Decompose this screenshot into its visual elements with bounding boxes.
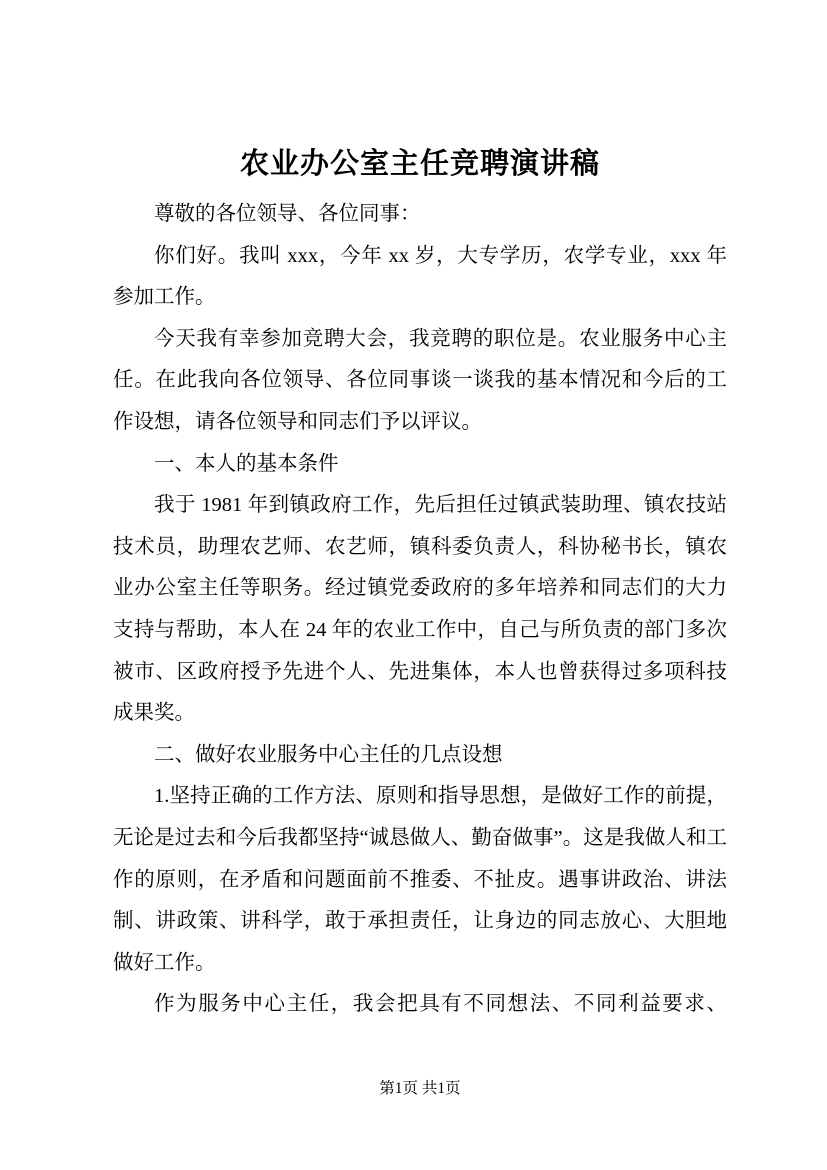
paragraph-salutation: 尊敬的各位领导、各位同事： — [154, 203, 421, 225]
paragraph-heading: 一、本人的基本条件 — [154, 452, 339, 475]
paragraph-heading: 二、做好农业服务中心主任的几点设想 — [154, 743, 503, 766]
paragraph-body: 1.坚持正确的工作方法、原则和指导思想，是做好工作的前提，无论是过去和今后我都坚持“诚恳做人、勤奋做事”。这是我做人和工作的原则，在矛盾和问题面前不推委、不扯皮。遇事讲政治、讲法制、讲政策、讲科学，敢于承担责任，让身边的同志放心、大胆地做好工作。 — [113, 785, 727, 974]
page-footer — [113, 1078, 727, 1100]
page-number-label: 第1页 共1页 — [379, 1080, 461, 1097]
paragraph-body: 你们好。我叫 xxx，今年 xx 岁，大专学历，农学专业，xxx 年参加工作。 — [113, 244, 727, 309]
paragraph-body-truncated: 作为服务中心主任，我会把具有不同想法、不同利益要求、 — [154, 993, 727, 1016]
paragraph-body: 我于 1981 年到镇政府工作，先后担任过镇武装助理、镇农技站技术员，助理农艺师、农艺师，镇科委负责人，科协秘书长，镇农业办公室主任等职务。经过镇党委政府的多年培养和同志们的大力支持与帮助，本人在 24 年的农业工作中，自己与所负责的部门多次被市、区政府授予先进个人、先进集体，本人也曾获得过多项科技成果奖。 — [113, 494, 727, 725]
document-title: 农业办公室主任竞聘演讲稿 — [239, 148, 600, 180]
paragraph-body: 今天我有幸参加竞聘大会，我竞聘的职位是。农业服务中心主任。在此我向各位领导、各位同事谈一谈我的基本情况和今后的工作设想，请各位领导和同志们予以评议。 — [113, 327, 727, 433]
paragraph-container — [113, 194, 727, 1026]
document-content — [113, 142, 727, 1026]
